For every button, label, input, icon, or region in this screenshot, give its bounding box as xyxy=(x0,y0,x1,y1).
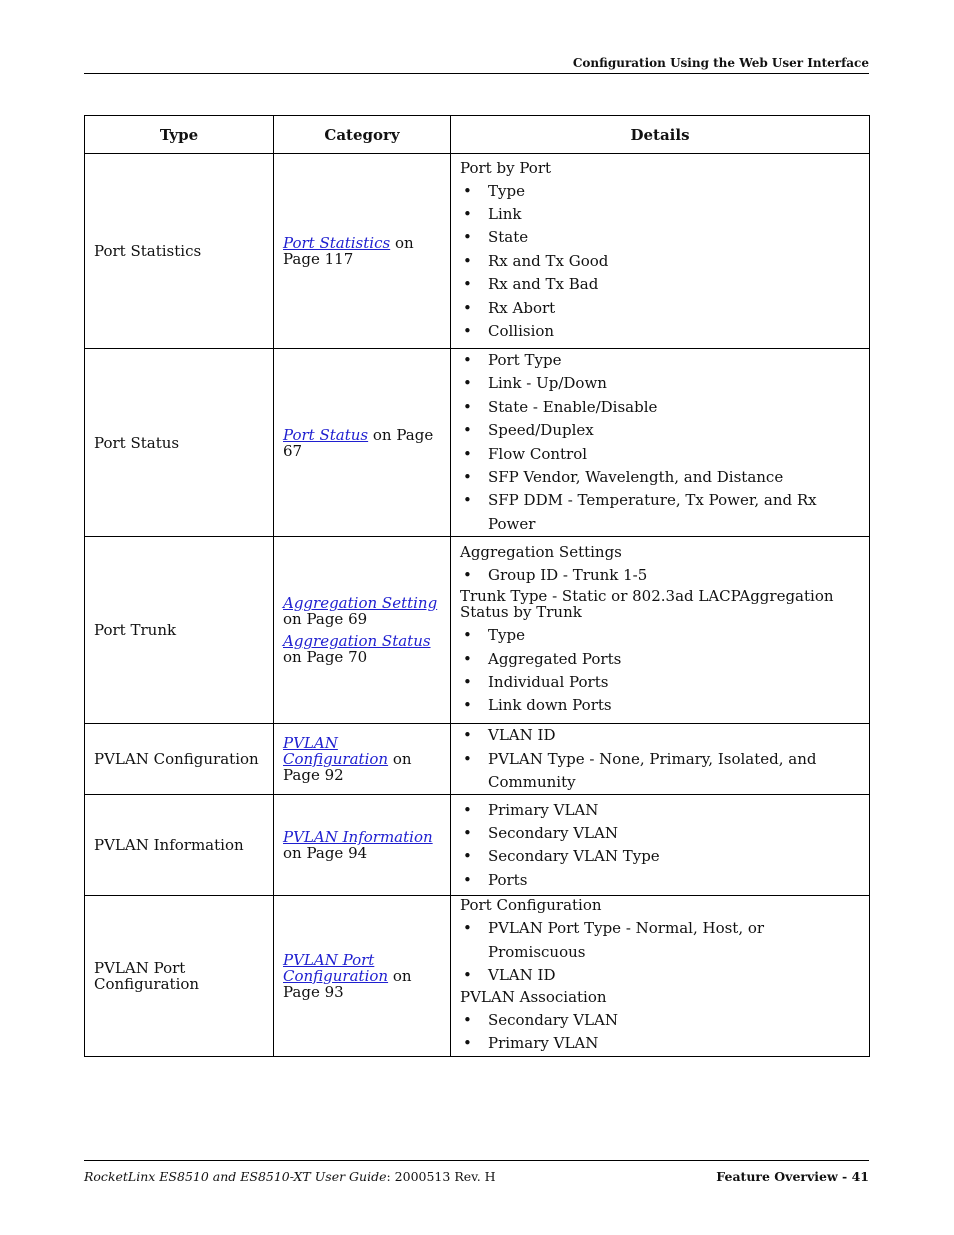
details-cell xyxy=(451,349,870,537)
details-heading: Trunk Type - Static or 802.3ad LACPAggregation Status by Trunk xyxy=(460,587,834,622)
page-reference: on Page 93 xyxy=(283,966,412,1001)
list-item: • Secondary VLAN xyxy=(460,1009,860,1032)
details-cell xyxy=(451,154,870,349)
category-link[interactable]: PVLAN Port Configuration xyxy=(283,950,389,985)
page-reference: on Page 69 xyxy=(283,610,368,629)
type-cell: Port Status xyxy=(85,349,274,537)
category-cell xyxy=(274,724,451,795)
type-cell: PVLAN Configuration xyxy=(85,724,274,795)
category-cell xyxy=(274,795,451,896)
details-cell xyxy=(451,896,870,1056)
type-cell: Port Trunk xyxy=(85,537,274,724)
table-row xyxy=(85,349,870,537)
details-list xyxy=(460,180,860,344)
column-header-details: Details xyxy=(451,116,870,154)
page-reference: on Page 67 xyxy=(283,425,434,460)
list-item: • Rx and Tx Bad xyxy=(460,273,860,296)
list-item: • PVLAN Port Type - Normal, Host, or Promiscuous xyxy=(460,917,860,964)
list-item: • Port Type xyxy=(460,349,860,372)
category-reference xyxy=(283,829,441,861)
details-cell xyxy=(451,795,870,896)
list-item: • Rx Abort xyxy=(460,297,860,320)
category-cell xyxy=(274,537,451,724)
table-row xyxy=(85,537,870,724)
table-row xyxy=(85,724,870,795)
list-item: • Flow Control xyxy=(460,443,860,466)
footer-guide xyxy=(84,1169,496,1184)
category-link[interactable]: PVLAN Configuration xyxy=(283,734,389,769)
page-reference: on Page 70 xyxy=(283,648,368,667)
page-reference: on Page 92 xyxy=(283,750,412,785)
running-header: Configuration Using the Web User Interface xyxy=(572,56,869,70)
category-cell xyxy=(274,154,451,349)
list-item: • Secondary VLAN Type xyxy=(460,845,860,868)
details-cell xyxy=(451,724,870,795)
list-item: • Aggregated Ports xyxy=(460,648,860,671)
list-item: • Secondary VLAN xyxy=(460,822,860,845)
details-list xyxy=(460,349,860,536)
details-list xyxy=(460,724,860,794)
type-cell: Port Statistics xyxy=(85,154,274,349)
category-cell xyxy=(274,896,451,1056)
details-list xyxy=(460,564,860,587)
category-reference xyxy=(283,633,441,665)
details-list xyxy=(460,799,860,893)
category-cell xyxy=(274,349,451,537)
details-list xyxy=(460,917,860,987)
page-reference: on Page 117 xyxy=(283,234,414,268)
table-body xyxy=(85,154,870,1057)
category-link[interactable]: Aggregation Status xyxy=(283,632,431,651)
list-item: • Ports xyxy=(460,869,860,892)
table-row xyxy=(85,896,870,1056)
footer-guide-title: RocketLinx ES8510 and ES8510-XT User Guide xyxy=(84,1169,387,1184)
feature-table xyxy=(84,115,870,1057)
type-cell: PVLAN Information xyxy=(85,795,274,896)
column-header-type: Type xyxy=(85,116,274,154)
category-reference xyxy=(283,427,441,459)
table-row xyxy=(85,154,870,349)
list-item: • Collision xyxy=(460,320,860,343)
details-heading: Port by Port xyxy=(460,158,552,177)
footer-doc-number: : 2000513 Rev. H xyxy=(386,1169,496,1184)
column-header-category: Category xyxy=(274,116,451,154)
list-item: • Type xyxy=(460,624,860,647)
category-reference xyxy=(283,235,441,267)
list-item: • Link down Ports xyxy=(460,694,860,717)
list-item: • Group ID - Trunk 1-5 xyxy=(460,564,860,587)
list-item: • SFP Vendor, Wavelength, and Distance xyxy=(460,466,860,489)
list-item: • Type xyxy=(460,180,860,203)
list-item: • VLAN ID xyxy=(460,724,860,747)
list-item: • Link - Up/Down xyxy=(460,372,860,395)
list-item: • Speed/Duplex xyxy=(460,419,860,442)
details-heading: PVLAN Association xyxy=(460,987,607,1006)
type-cell: PVLAN Port Configuration xyxy=(85,896,274,1056)
category-link[interactable]: Port Statistics xyxy=(283,234,391,252)
category-reference xyxy=(283,735,441,783)
table-header-row xyxy=(85,116,870,154)
details-list xyxy=(460,1009,860,1056)
footer-divider xyxy=(84,1160,869,1161)
category-reference xyxy=(283,952,441,1000)
list-item: • Individual Ports xyxy=(460,671,860,694)
details-heading: Port Configuration xyxy=(460,896,602,915)
page-reference: on Page 94 xyxy=(283,844,368,863)
list-item: • VLAN ID xyxy=(460,964,860,987)
details-list xyxy=(460,624,860,718)
list-item: • Rx and Tx Good xyxy=(460,250,860,273)
list-item: • State xyxy=(460,226,860,249)
list-item: • State - Enable/Disable xyxy=(460,396,860,419)
footer-page-number: Feature Overview - 41 xyxy=(716,1169,869,1184)
category-link[interactable]: PVLAN Information xyxy=(283,828,433,847)
list-item: • Link xyxy=(460,203,860,226)
category-reference xyxy=(283,595,441,627)
details-cell xyxy=(451,537,870,724)
details-heading: Aggregation Settings xyxy=(460,542,622,561)
category-link[interactable]: Aggregation Setting xyxy=(283,594,438,613)
list-item: • PVLAN Type - None, Primary, Isolated, and Community xyxy=(460,748,860,795)
list-item: • SFP DDM - Temperature, Tx Power, and Rx Power xyxy=(460,489,860,536)
list-item: • Primary VLAN xyxy=(460,799,860,822)
category-link[interactable]: Port Status xyxy=(283,425,369,444)
list-item: • Primary VLAN xyxy=(460,1032,860,1055)
table-row xyxy=(85,795,870,896)
header-divider xyxy=(84,73,869,74)
